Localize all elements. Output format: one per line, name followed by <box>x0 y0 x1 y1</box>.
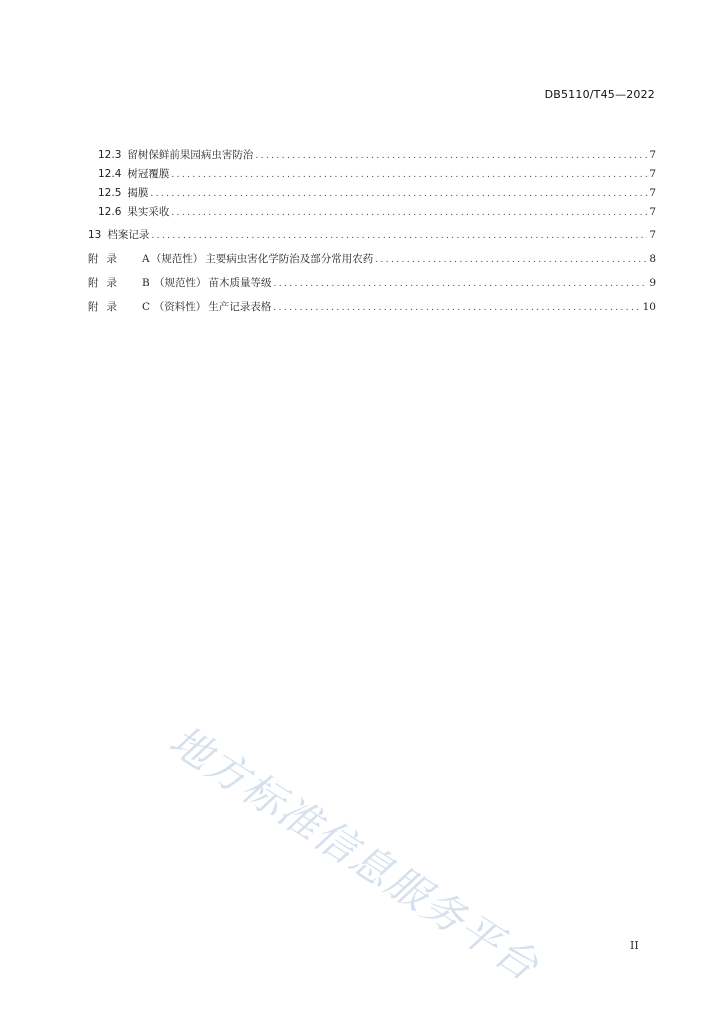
appendix-type: （资料性） <box>153 301 207 313</box>
appendix-type: （规范性） <box>153 277 207 289</box>
toc-entry-number: 12.4 <box>98 168 122 180</box>
toc-entry[interactable] <box>88 165 656 184</box>
document-code: DB5110/T45—2022 <box>544 88 655 101</box>
toc-entry[interactable] <box>88 184 656 203</box>
toc-entry-label: 果实采收 <box>127 206 170 218</box>
toc-leader-dots <box>375 251 647 270</box>
toc-leader-dots <box>171 166 647 185</box>
toc-entry-label: 树冠覆膜 <box>127 168 170 180</box>
toc-leader-dots <box>273 275 647 294</box>
toc-entry-number: 12.5 <box>98 187 122 199</box>
toc-leader-dots <box>151 227 647 246</box>
toc-entry-label: 档案记录 <box>107 229 150 241</box>
appendix-prefix: 附录 <box>88 253 125 265</box>
table-of-contents <box>88 146 656 317</box>
appendix-type: （规范性） <box>150 253 204 265</box>
toc-entry-label: 揭膜 <box>127 187 149 199</box>
appendix-title: 生产记录表格 <box>208 301 272 313</box>
toc-entry-page: 7 <box>649 187 656 199</box>
toc-entry-number: 12.3 <box>98 149 122 161</box>
page-number: II <box>630 939 639 952</box>
toc-entry-number: 12.6 <box>98 206 122 218</box>
appendix-page: 9 <box>649 277 656 289</box>
toc-entry-page: 7 <box>649 149 656 161</box>
toc-entry[interactable] <box>88 226 656 245</box>
toc-leader-dots <box>255 147 647 166</box>
appendix-letter: B <box>142 277 150 289</box>
appendix-title: 苗木质量等级 <box>208 277 272 289</box>
toc-leader-dots <box>171 204 647 223</box>
appendix-prefix: 附录 <box>88 301 125 313</box>
appendix-letter: A <box>142 253 150 265</box>
toc-entry-number: 13 <box>88 229 102 241</box>
appendix-letter: C <box>142 301 151 313</box>
toc-appendix-entry[interactable] <box>88 274 656 293</box>
watermark: 地方标准信息服务平台 <box>161 716 548 991</box>
appendix-page: 10 <box>642 301 656 313</box>
toc-appendix-entry[interactable] <box>88 250 656 269</box>
toc-entry[interactable] <box>88 203 656 222</box>
toc-leader-dots <box>150 185 647 204</box>
toc-appendix-entry[interactable] <box>88 298 656 317</box>
appendix-title: 主要病虫害化学防治及部分常用农药 <box>205 253 374 265</box>
appendix-prefix: 附录 <box>88 277 125 289</box>
appendix-page: 8 <box>649 253 656 265</box>
toc-entry-page: 7 <box>649 206 656 218</box>
toc-entry[interactable] <box>88 146 656 165</box>
toc-leader-dots <box>273 299 640 318</box>
toc-entry-page: 7 <box>649 168 656 180</box>
toc-entry-label: 留树保鲜前果园病虫害防治 <box>127 149 254 161</box>
toc-entry-page: 7 <box>649 229 656 241</box>
